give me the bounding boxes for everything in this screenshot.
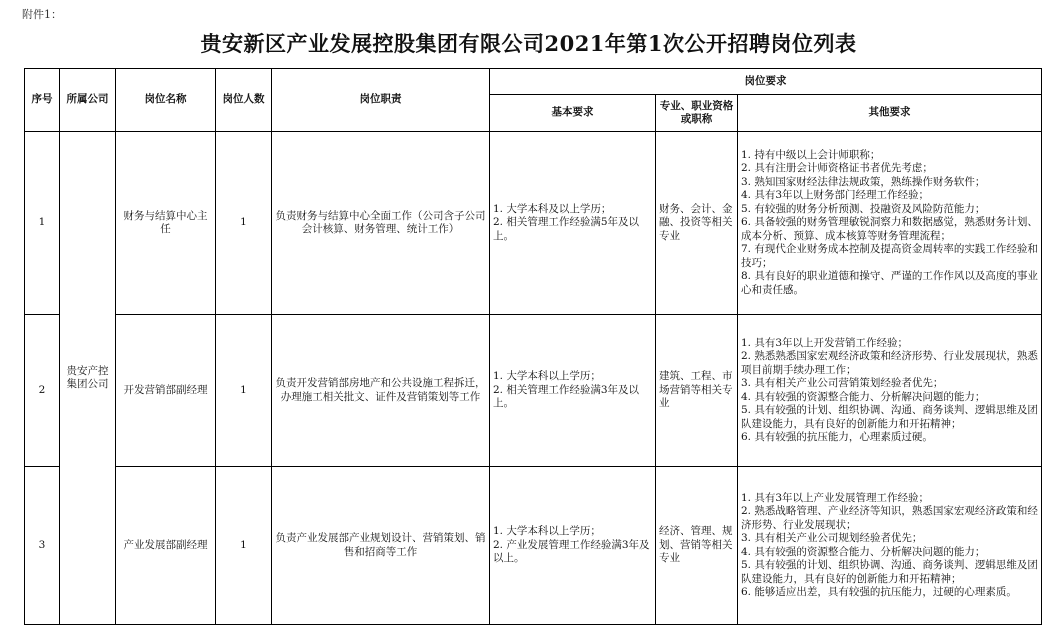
cell-other	[738, 315, 1042, 467]
cell-duties: 负责产业发展部产业规划设计、营销策划、销售和招商等工作	[272, 467, 490, 625]
cell-headcount: 1	[216, 315, 272, 467]
positions-table	[24, 68, 1042, 625]
cell-seq: 1	[25, 132, 60, 315]
requirement-line: 2. 熟悉熟悉国家宏观经济政策和经济形势、行业发展现状，熟悉项目前期手续办理工作；	[741, 350, 1038, 376]
cell-headcount: 1	[216, 467, 272, 625]
header-company: 所属公司	[60, 69, 116, 132]
requirement-line: 2. 熟悉战略管理、产业经济等知识，熟悉国家宏观经济政策和经济形势、行业发展现状；	[741, 505, 1038, 531]
requirement-line: 6. 能够适应出差，具有较强的抗压能力，过硬的心理素质。	[741, 586, 1017, 598]
header-headcount: 岗位人数	[216, 69, 272, 132]
cell-duties: 负责开发营销部房地产和公共设施工程拆迁，办理施工相关批文、证件及营销策划等工作	[272, 315, 490, 467]
cell-major: 经济、管理、规划、营销等相关专业	[656, 467, 738, 625]
cell-basic: 1. 大学本科及以上学历； 2. 相关管理工作经验满5年及以上。	[490, 132, 656, 315]
requirement-line: 3. 具有相关产业公司规划经验者优先；	[741, 532, 923, 544]
cell-position: 财务与结算中心主任	[116, 132, 216, 315]
header-other: 其他要求	[738, 95, 1042, 132]
requirement-line: 1. 具有3年以上开发营销工作经验；	[741, 336, 909, 349]
cell-duties: 负责财务与结算中心全面工作（公司含子公司会计核算、财务管理、统计工作）	[272, 132, 490, 315]
cell-seq: 3	[25, 467, 60, 625]
cell-position: 产业发展部副经理	[116, 467, 216, 625]
cell-company: 贵安产控集团公司	[60, 132, 116, 625]
requirement-line: 4. 具有较强的资源整合能力、分析解决问题的能力；	[741, 390, 986, 403]
cell-headcount: 1	[216, 132, 272, 315]
cell-basic: 1. 大学本科以上学历； 2. 产业发展管理工作经验满3年及以上。	[490, 467, 656, 625]
header-major: 专业、职业资格或职称	[656, 95, 738, 132]
cell-major: 建筑、工程、市场营销等相关专业	[656, 315, 738, 467]
requirement-line: 4. 具有3年以上财务部门经理工作经验；	[741, 189, 930, 202]
table-row	[25, 467, 1042, 625]
requirement-line: 5. 具有较强的计划、组织协调、沟通、商务谈判、逻辑思维及团队建设能力，具有良好的创新能力和开拓精神；	[741, 559, 1038, 585]
requirement-line: 6. 具有较强的抗压能力，心理素质过硬。	[741, 431, 933, 443]
table-row	[25, 315, 1042, 467]
requirement-line: 1. 持有中级以上会计师职称；	[741, 148, 881, 161]
cell-seq: 2	[25, 315, 60, 467]
requirement-line: 5. 具有较强的计划、组织协调、沟通、商务谈判、逻辑思维及团队建设能力，具有良好的创新能力和开拓精神；	[741, 404, 1038, 430]
header-duties: 岗位职责	[272, 69, 490, 132]
requirement-line: 3. 具有相关产业公司营销策划经验者优先；	[741, 377, 944, 389]
requirement-line: 5. 有较强的财务分析预测、投融资及风险防范能力；	[741, 202, 986, 215]
requirement-line: 6. 具备较强的财务管理敏锐洞察力和数据感觉，熟悉财务计划、成本分析、预算、成本核算等财务管理流程；	[741, 216, 1038, 242]
requirement-line: 7. 有现代企业财务成本控制及提高资金周转率的实践工作经验和技巧；	[741, 243, 1038, 269]
cell-position: 开发营销部副经理	[116, 315, 216, 467]
header-position: 岗位名称	[116, 69, 216, 132]
cell-other	[738, 467, 1042, 625]
cell-other	[738, 132, 1042, 315]
requirement-line: 4. 具有较强的资源整合能力、分析解决问题的能力；	[741, 545, 986, 558]
requirement-line: 3. 熟知国家财经法律法规政策，熟练操作财务软件；	[741, 175, 986, 188]
requirement-line: 1. 具有3年以上产业发展管理工作经验；	[741, 491, 930, 504]
cell-major: 财务、会计、金融、投资等相关专业	[656, 132, 738, 315]
page-title: 贵安新区产业发展控股集团有限公司2021年第1次公开招聘岗位列表	[200, 31, 857, 56]
requirement-line: 8. 具有良好的职业道德和操守、严谨的工作作风以及高度的事业心和责任感。	[741, 270, 1038, 296]
header-basic: 基本要求	[490, 95, 656, 132]
header-seq: 序号	[25, 69, 60, 132]
requirement-line: 2. 具有注册会计师资格证书者优先考虑；	[741, 162, 933, 175]
cell-basic: 1. 大学本科以上学历； 2. 相关管理工作经验满3年及以上。	[490, 315, 656, 467]
table-row	[25, 132, 1042, 315]
header-requirements: 岗位要求	[490, 69, 1042, 95]
annex-label: 附件1：	[22, 8, 62, 21]
